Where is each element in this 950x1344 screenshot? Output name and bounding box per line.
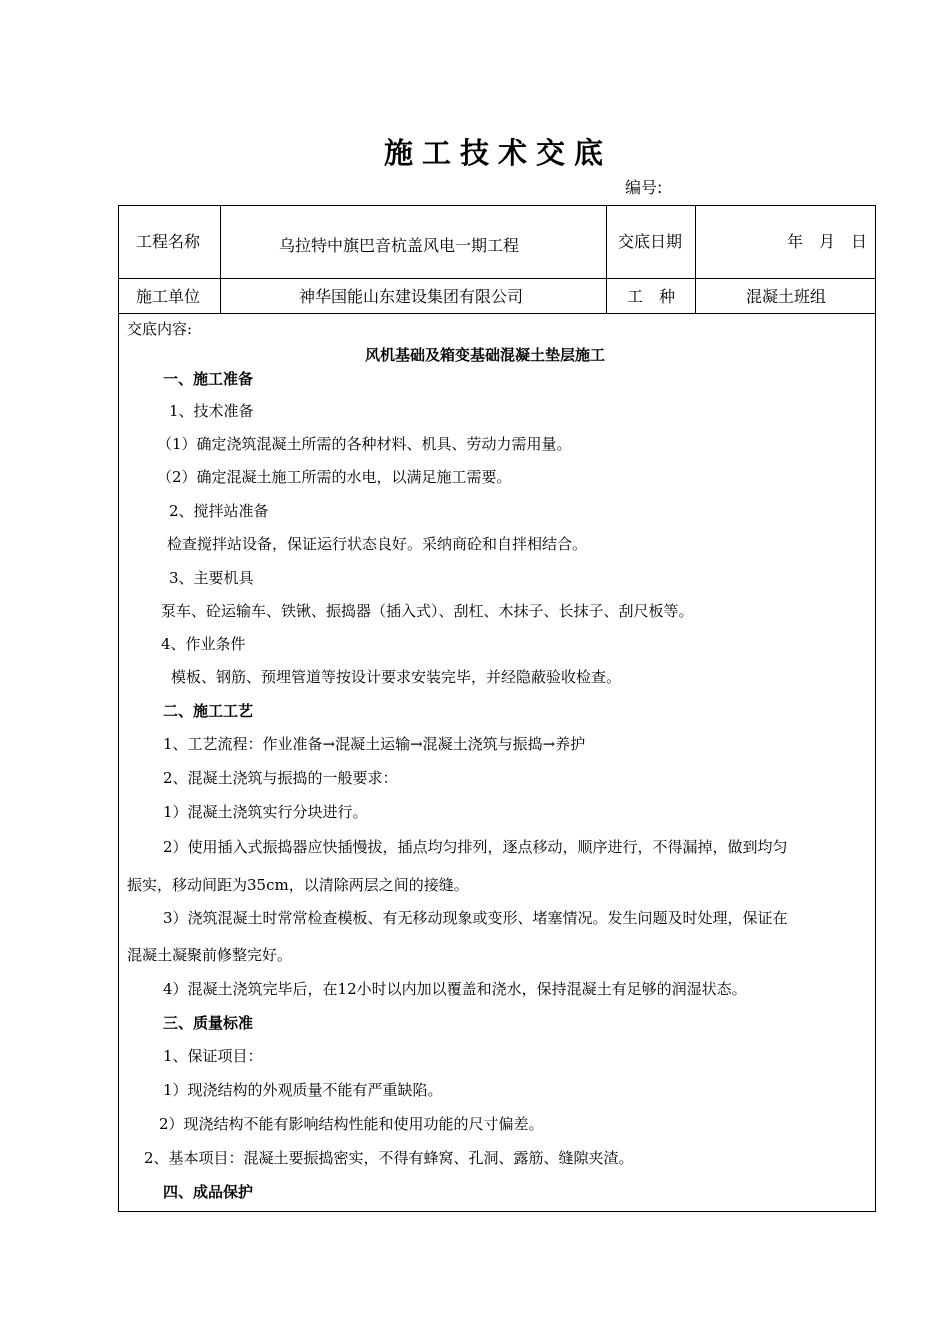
content-line: 1、技术准备 <box>169 402 254 420</box>
project-name-label: 工程名称 <box>136 232 201 251</box>
row-divider-1 <box>119 278 875 279</box>
content-line: （1）确定浇筑混凝土所需的各种材料、机具、劳动力需用量。 <box>157 435 572 453</box>
content-line: 1、工艺流程：作业准备→混凝土运输→混凝土浇筑与振捣→养护 <box>163 735 586 753</box>
section-heading: 四、成品保护 <box>163 1183 254 1201</box>
construction-unit-value: 神华国能山东建设集团有限公司 <box>299 287 524 306</box>
content-line: 检查搅拌站设备，保证运行状态良好。采纳商砼和自拌相结合。 <box>167 535 588 553</box>
content-line: 4、作业条件 <box>161 635 246 653</box>
row-divider-2 <box>119 313 875 314</box>
col-divider-3 <box>695 206 696 313</box>
content-line: 1）混凝土浇筑实行分块进行。 <box>163 803 368 821</box>
content-line: 4）混凝土浇筑完毕后，在12小时以内加以覆盖和浇水，保持混凝土有足够的润湿状态。 <box>163 980 747 998</box>
date-value: 年 月 日 <box>787 232 868 251</box>
col-divider-2 <box>606 206 607 313</box>
content-line: 1）现浇结构的外观质量不能有严重缺陷。 <box>163 1081 443 1099</box>
content-line: （2）确定混凝土施工所需的水电，以满足施工需要。 <box>157 468 512 486</box>
date-label: 交底日期 <box>618 232 683 251</box>
project-name-value: 乌拉特中旗巴音杭盖风电一期工程 <box>279 236 520 255</box>
section-heading: 二、施工工艺 <box>163 702 254 720</box>
section-heading: 三、质量标准 <box>163 1014 254 1032</box>
content-subtitle: 风机基础及箱变基础混凝土垫层施工 <box>365 346 606 364</box>
content-line: 2、混凝土浇筑与振捣的一般要求： <box>163 769 398 787</box>
trade-value: 混凝土班组 <box>746 287 827 306</box>
content-line: 泵车、砼运输车、铁锹、振捣器（插入式）、刮杠、木抹子、长抹子、刮尺板等。 <box>161 602 694 620</box>
doc-number-label: 编号: <box>625 178 663 197</box>
content-line: 振实，移动间距为35cm，以清除两层之间的接缝。 <box>127 876 469 894</box>
content-line: 2）使用插入式振捣器应快插慢拔，插点均匀排列，逐点移动，顺序进行，不得漏掉，做到均匀 <box>163 838 788 856</box>
content-line: 1、保证项目： <box>163 1047 263 1065</box>
handover-table <box>118 205 876 1212</box>
section-heading: 一、施工准备 <box>163 370 254 388</box>
content-line: 2、搅拌站准备 <box>169 502 269 520</box>
col-divider-1 <box>220 206 221 313</box>
trade-label: 工 种 <box>627 287 676 306</box>
content-label: 交底内容: <box>127 320 193 338</box>
content-line: 2）现浇结构不能有影响结构性能和使用功能的尺寸偏差。 <box>159 1115 544 1133</box>
content-line: 混凝土凝聚前修整完好。 <box>127 946 293 964</box>
construction-unit-label: 施工单位 <box>136 287 201 306</box>
content-line: 3）浇筑混凝土时常常检查模板、有无移动现象或变形、堵塞情况。发生问题及时处理，保证在 <box>163 909 788 927</box>
content-line: 模板、钢筋、预埋管道等按设计要求安装完毕，并经隐蔽验收检查。 <box>171 668 622 686</box>
content-line: 2、基本项目：混凝土要振捣密实，不得有蜂窝、孔洞、露筋、缝隙夹渣。 <box>144 1149 634 1167</box>
content-line: 3、主要机具 <box>169 569 254 587</box>
document-title: 施工技术交底 <box>383 136 612 170</box>
